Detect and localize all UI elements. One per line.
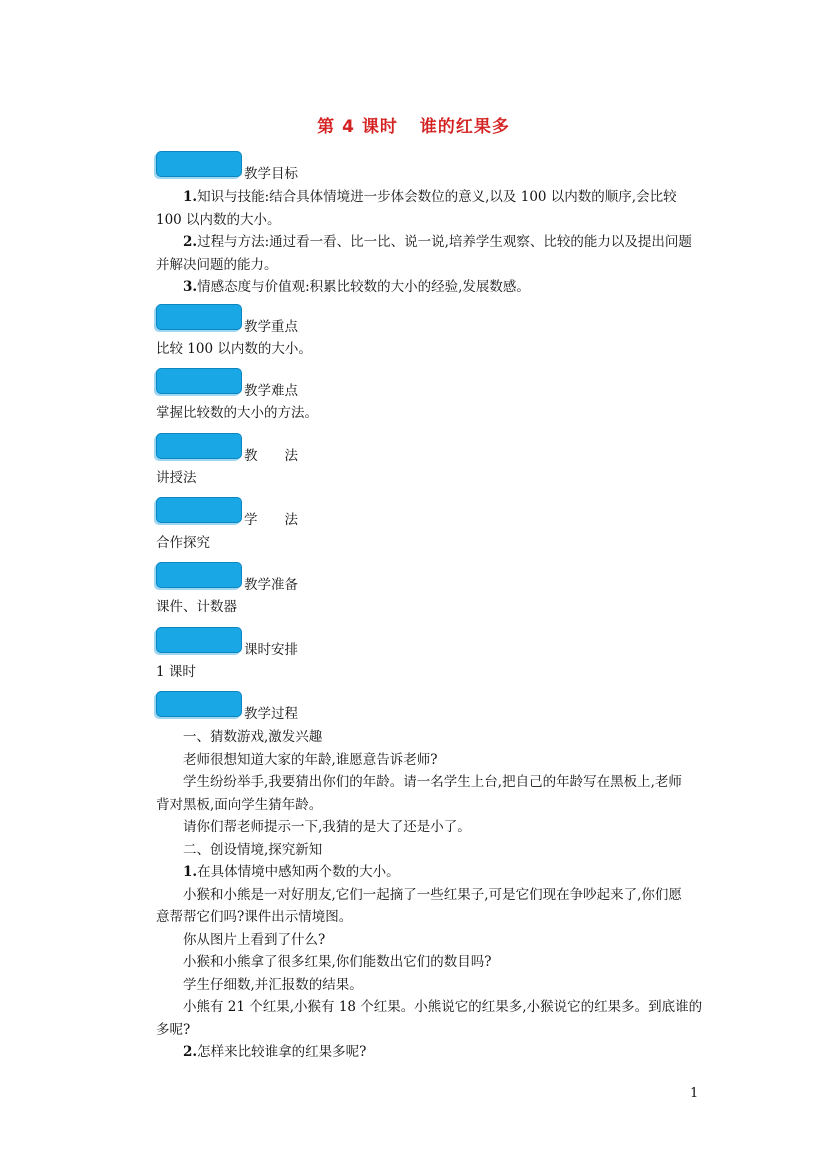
objective-2: 2.过程与方法:通过看一看、比一比、说一说,培养学生观察、比较的能力以及提出问题 [183, 234, 692, 250]
section-header-difficulty [156, 368, 298, 399]
section-label: 教学过程 [244, 706, 298, 722]
process-paragraph: 你从图片上看到了什么? [183, 931, 326, 948]
prep-line: 课件、计数器 [156, 599, 237, 615]
method-line: 讲授法 [156, 470, 197, 486]
section-badge [156, 368, 242, 394]
objective-3: 3.情感态度与价值观:积累比较数的大小的经验,发展数感。 [183, 279, 530, 295]
process-step-1: 1.在具体情境中感知两个数的大小。 [183, 864, 400, 880]
process-paragraph: 小猴和小熊是一对好朋友,它们一起摘了一些红果子,可是它们现在争吵起来了,你们愿 [183, 886, 682, 903]
lesson-title [0, 112, 827, 137]
learn-line: 合作探究 [156, 535, 210, 551]
focus-text [156, 338, 704, 361]
section-label: 教 法 [244, 448, 298, 464]
section-label: 课时安排 [244, 642, 298, 658]
section-badge [156, 627, 242, 653]
section-header-learn [156, 497, 298, 528]
difficulty-line: 掌握比较数的大小的方法。 [156, 405, 318, 421]
objectives-text [156, 186, 704, 299]
section-badge [156, 304, 242, 330]
objective-1: 1.知识与技能:结合具体情境进一步体会数位的意义,以及 100 以内数的顺序,会比较 [183, 189, 677, 205]
section-badge [156, 433, 242, 459]
objective-2-cont: 并解决问题的能力。 [156, 256, 278, 273]
process-paragraph: 小猴和小熊拿了很多红果,你们能数出它们的数目吗? [183, 954, 492, 970]
section-label: 教学目标 [244, 166, 298, 182]
focus-line: 比较 100 以内数的大小。 [156, 341, 312, 357]
section-badge [156, 497, 242, 523]
method-text [156, 467, 704, 490]
process-paragraph-cont: 多呢? [156, 1021, 191, 1038]
schedule-line: 1 课时 [156, 664, 196, 680]
section-badge [156, 151, 242, 177]
schedule-text [156, 661, 704, 684]
section-label: 教学重点 [244, 319, 298, 335]
section-header-prep [156, 562, 298, 593]
process-paragraph: 学生仔细数,并汇报数的结果。 [183, 976, 363, 993]
section-header-process [156, 691, 298, 722]
section-label: 教学准备 [244, 577, 298, 593]
objective-1-cont: 100 以内数的大小。 [156, 211, 281, 228]
section-badge [156, 562, 242, 588]
lesson-number: 第 4 课时 [317, 117, 398, 137]
section-label: 学 法 [244, 512, 298, 528]
section-header-focus [156, 304, 298, 335]
prep-text [156, 596, 704, 619]
process-paragraph-cont: 意帮帮它们吗?课件出示情境图。 [156, 909, 353, 925]
process-step-2: 2.怎样来比较谁拿的红果多呢? [183, 1044, 367, 1060]
section-label: 教学难点 [244, 383, 298, 399]
section-badge [156, 691, 242, 717]
process-heading-2: 二、创设情境,探究新知 [183, 841, 323, 858]
section-header-method [156, 433, 298, 464]
process-paragraph: 老师很想知道大家的年龄,谁愿意告诉老师? [183, 751, 438, 768]
section-header-objectives [156, 151, 298, 182]
process-paragraph-cont: 背对黑板,面向学生猜年龄。 [156, 796, 323, 813]
section-header-schedule [156, 627, 298, 658]
page-number: 1 [690, 1086, 699, 1101]
process-paragraph: 请你们帮老师提示一下,我猜的是大了还是小了。 [183, 819, 471, 835]
process-paragraph: 学生纷纷举手,我要猜出你们的年龄。请一名学生上台,把自己的年龄写在黑板上,老师 [183, 774, 682, 790]
difficulty-text [156, 402, 704, 425]
lesson-name: 谁的红果多 [419, 117, 510, 137]
learn-text [156, 532, 704, 555]
process-paragraph: 小熊有 21 个红果,小猴有 18 个红果。小熊说它的红果多,小猴说它的红果多。到底谁的 [183, 999, 703, 1015]
process-text [156, 726, 704, 1064]
process-heading-1: 一、猜数游戏,激发兴趣 [183, 729, 323, 745]
